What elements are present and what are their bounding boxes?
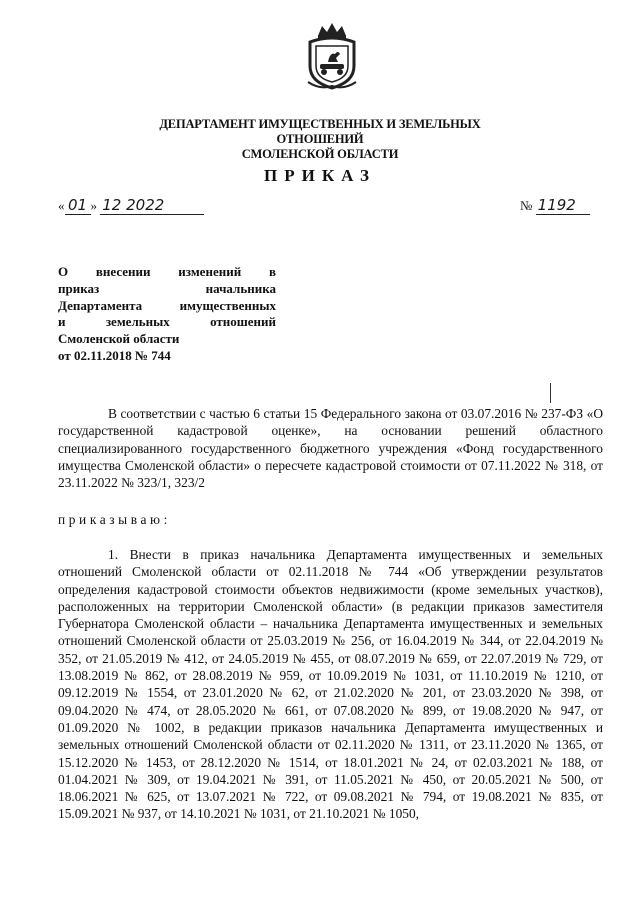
subject-line: Департамента имущественных — [58, 297, 276, 313]
department-name-line1: ДЕПАРТАМЕНТ ИМУЩЕСТВЕННЫХ И ЗЕМЕЛЬНЫХ ОТНОШЕНИЙ — [159, 117, 481, 146]
department-name — [120, 117, 520, 162]
decree-word: приказываю: — [58, 512, 171, 527]
date-day: 01 — [65, 197, 91, 215]
order-date — [58, 197, 204, 215]
department-name-line2: СМОЛЕНСКОЙ ОБЛАСТИ — [241, 147, 399, 161]
date-open-quote: « — [58, 198, 65, 213]
clause-1-paragraph: 1. Внести в приказ начальника Департамента имущественных и земельных отношений Смоленской области от 02.11.2018 № 744 «Об утверждении результатов определения кадастровой стоимости объектов недвижимости (кроме земельных участков), расположенных на территории Смоленской области» (в редакции приказов заместителя Губернатора Смоленской области – начальника Департамента имущественных и земельных отношений Смоленской области от 25.03.2019 № 256, от 16.04.2019 № 344, от 22.04.2019 № 352, от 21.05.2019 № 412, от 24.05.2019 № 455, от 08.07.2019 № 659, от 22.07.2019 № 729, от 13.08.2019 № 862, от 28.08.2019 № 959, от 10.09.2019 № 1031, от 11.10.2019 № 1210, от 09.12.2019 № 1554, от 23.01.2020 № 62, от 21.02.2020 № 201, от 23.03.2020 № 398, от 09.04.2020 № 474, от 28.05.2020 № 661, от 07.08.2020 № 899, от 19.08.2020 № 947, от 01.09.2020 № 1002, в редакции приказов начальника Департамента имущественных и земельных отношений Смоленской области от 02.11.2020 № 1311, от 23.11.2020 № 1365, от 15.12.2020 № 1453, от 28.12.2020 № 1514, от 18.01.2021 № 24, от 02.03.2021 № 188, от 01.04.2021 № 309, от 19.04.2021 № 391, от 11.05.2021 № 450, от 20.05.2021 № 500, от 18.06.2021 № 625, от 13.07.2021 № 722, от 09.08.2021 № 794, от 19.08.2021 № 835, от 15.09.2021 № 937, от 14.10.2021 № 1031, от 21.10.2021 № 1050, — [58, 547, 603, 822]
subject-line: и земельных отношений — [58, 314, 276, 330]
smolensk-coat-of-arms-icon — [300, 20, 364, 92]
preamble-paragraph: В соответствии с частью 6 статьи 15 Федерального закона от 03.07.2016 № 237-ФЗ «О государственной кадастровой оценке», на основании решений областного специализированного государственного бюджетного учреждения «Фонд государственного имущества Смоленской области» о пересчете кадастровой стоимости от 07.11.2022 № 318, от 23.11.2022 № 323/1, 323/2 — [58, 406, 603, 491]
margin-mark — [550, 383, 551, 403]
order-title: ПРИКАЗ — [264, 166, 376, 185]
date-close-quote: » — [90, 198, 97, 213]
subject-line: О внесении изменений в — [58, 264, 276, 279]
number-value: 1192 — [536, 197, 590, 215]
order-number — [520, 197, 590, 215]
subject-line: Смоленской области — [58, 331, 180, 347]
number-sign: № — [520, 198, 533, 213]
subject-line: от 02.11.2018 № 744 — [58, 347, 171, 363]
subject-line: приказ начальника — [58, 280, 276, 296]
date-month-year: 12 2022 — [100, 197, 204, 215]
order-subject — [58, 264, 276, 365]
